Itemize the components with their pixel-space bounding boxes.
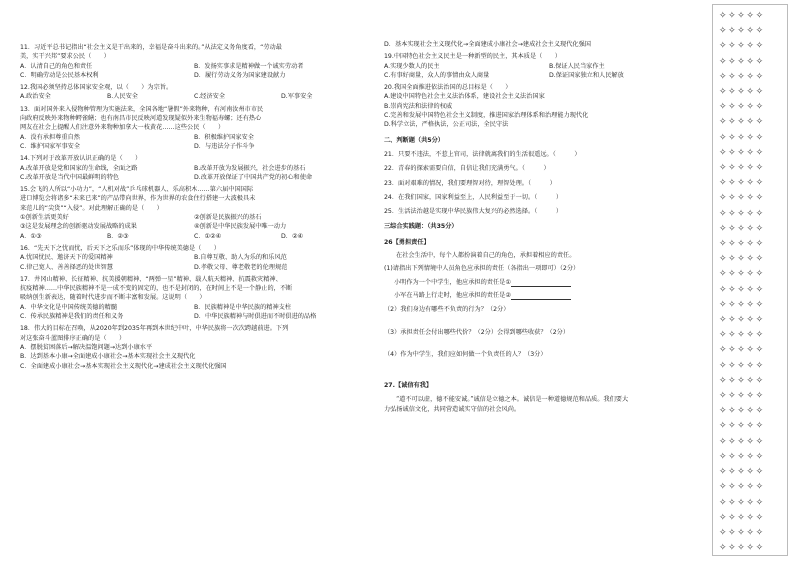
option: D．与违法分子作斗争 bbox=[194, 142, 255, 150]
question-stem: 进口博览会将诸多“未来已来”的产品带向世界，作为世界的农食住行搭建一大波极具未 bbox=[20, 195, 256, 203]
answer-blank[interactable] bbox=[511, 280, 571, 287]
question-12 bbox=[20, 83, 368, 102]
question-26 bbox=[384, 238, 714, 359]
question-stem: 18．伟大的目标在召唤，从2020年到2035年再到本世纪中叶，中华民族将一次次跨越前进。下列 bbox=[20, 325, 289, 333]
judgment-item: 23．面对艰难的情况，我们要理智对待，理智处理。（ ） bbox=[384, 179, 556, 187]
option: A.忧国忧民、邀济天下的爱国精神 bbox=[20, 254, 113, 262]
question-text: “道不可以虚，德不能安诚。”诚信是立德之本。诚信是一种道德规范和品质。我们要大 bbox=[396, 396, 629, 404]
option: D．履行劳动义务为国家建设献力 bbox=[194, 71, 286, 79]
fill-line-text: 小明作为一个中学生，他应承担的责任是① bbox=[394, 278, 511, 286]
question-stem: 网友在社会上提醒人们注意外来物种加拿大一枝黄花……这些公民（ ） bbox=[20, 124, 225, 132]
judgment-questions bbox=[384, 150, 714, 216]
star-row-icon: ✧✧✧✧✧ bbox=[719, 451, 765, 462]
question-stem: 19.中国特色社会主义民主是一种新型的民主，其本质是（ ） bbox=[384, 53, 561, 61]
right-column bbox=[384, 40, 714, 414]
star-row-icon: ✧✧✧✧✧ bbox=[719, 527, 765, 538]
question-13 bbox=[20, 105, 368, 151]
option: C．全面建成小康社会→基本实现社会主义现代化→建成社会主义现代化强国 bbox=[20, 362, 227, 370]
question-title: 27.【诚信有我】 bbox=[384, 382, 433, 390]
option: D．基本实现社会主义现代化→全面建成小康社会→建成社会主义现代化强国 bbox=[384, 41, 591, 48]
question-stem: 来范儿的“尖货”“入侵”。对此理解正确的是（ ） bbox=[20, 204, 163, 212]
star-row-icon: ✧✧✧✧✧ bbox=[719, 223, 765, 234]
question-stem: 对这张奋斗蓝图排序正确的是（ ） bbox=[20, 334, 126, 342]
option: D．②④ bbox=[281, 232, 304, 240]
option: A．中华文化是中国传统美德的精髓 bbox=[20, 303, 118, 311]
question-stem: 美，实干兴邦”要求公民（ ） bbox=[20, 53, 110, 61]
statement: ④创新是中华民族发展中唯一动力 bbox=[194, 223, 287, 231]
star-row-icon: ✧✧✧✧✧ bbox=[719, 482, 765, 493]
star-row-icon: ✧✧✧✧✧ bbox=[719, 102, 765, 113]
judgment-item: 25．生活法治越是实现中华民族伟大复兴的必然选择。（ ） bbox=[384, 208, 563, 216]
star-row-icon: ✧✧✧✧✧ bbox=[719, 406, 765, 417]
option: C.有事好商量，众人的事情由众人商量 bbox=[384, 71, 490, 79]
option: A.建设中国特色社会主义法治体系，建设社会主义法治国家 bbox=[384, 93, 545, 101]
star-row-icon: ✧✧✧✧✧ bbox=[719, 269, 765, 280]
question-16 bbox=[20, 244, 368, 272]
answer-blank[interactable] bbox=[511, 293, 571, 300]
option: B．②③ bbox=[107, 232, 129, 240]
star-row-icon: ✧✧✧✧✧ bbox=[719, 56, 765, 67]
question-stem: 16．“先天下之忧而忧，后天下之乐而乐”体现的中华传统美德是（ ） bbox=[20, 244, 220, 252]
option: A.政治安全 bbox=[20, 93, 51, 101]
star-row-icon: ✧✧✧✧✧ bbox=[719, 41, 765, 52]
option: D．中华民族精神与时俱进而不时俱进的品格 bbox=[194, 313, 317, 321]
option: C.改革开放是当代中国最鲜明的特色 bbox=[20, 173, 120, 181]
fill-line bbox=[384, 278, 714, 287]
option: D.保证国家独立和人民解放 bbox=[549, 71, 624, 79]
option: C．①②④ bbox=[194, 232, 222, 240]
option: B．民族精神是中华民族的精神支柱 bbox=[194, 303, 292, 311]
statement: ②创新是民族振兴的基石 bbox=[194, 214, 262, 222]
option: B．积极维护国家安全 bbox=[194, 133, 254, 141]
option: D.科学立法，严格执法，公正司法，全民守法 bbox=[384, 121, 509, 129]
question-27 bbox=[384, 381, 714, 414]
star-row-icon: ✧✧✧✧✧ bbox=[719, 117, 765, 128]
star-row-icon: ✧✧✧✧✧ bbox=[719, 132, 765, 143]
star-row-icon: ✧✧✧✧✧ bbox=[719, 147, 765, 158]
sub-question: (1)请指出下列情境中人员角色应承担的责任（各指出一项即可）（2分） bbox=[384, 265, 580, 273]
option: D.改革开放保证了中国共产党的初心和使命 bbox=[194, 173, 313, 181]
judgment-item: 21．只要不违法，不惹上官司，法律就离我们的生活很遥远。（ ） bbox=[384, 150, 581, 158]
star-row-icon: ✧✧✧✧✧ bbox=[719, 467, 765, 478]
star-row-icon: ✧✧✧✧✧ bbox=[719, 71, 765, 82]
star-row-icon: ✧✧✧✧✧ bbox=[719, 208, 765, 219]
option: C.律己宽人、善善择恶的处世智慧 bbox=[20, 263, 113, 271]
star-row-icon: ✧✧✧✧✧ bbox=[719, 391, 765, 402]
question-17 bbox=[20, 275, 368, 321]
option: B.自尊互敬、助人为乐的和乐风范 bbox=[194, 254, 287, 262]
question-intro: 在社会生活中，每个人都扮演着自己的角色，承担着相应的责任。 bbox=[396, 252, 576, 260]
star-row-icon: ✧✧✧✧✧ bbox=[719, 163, 765, 174]
option: D.孝敬父母、尊老敬老的伦理规范 bbox=[194, 263, 288, 271]
star-row-icon: ✧✧✧✧✧ bbox=[719, 254, 765, 265]
left-column bbox=[20, 40, 368, 371]
option: A．①③ bbox=[20, 232, 42, 240]
star-row-icon: ✧✧✧✧✧ bbox=[719, 345, 765, 356]
option: A．认清自己的角色和责任 bbox=[20, 62, 93, 70]
question-stem: 17．井冈山精神、长征精神、抗美援朝精神、“两弹一星”精神、载人航天精神、抗震救灾精神、 bbox=[20, 275, 282, 283]
question-stem: 11．习近平总书记指出“社会主义是干出来的，幸福是奋斗出来的。”从法定义务角度看，“劳动最 bbox=[20, 44, 282, 51]
star-row-icon: ✧✧✧✧✧ bbox=[719, 284, 765, 295]
sub-question: （2）我们身边有哪些不负责的行为？（2分） bbox=[384, 306, 510, 314]
star-row-icon: ✧✧✧✧✧ bbox=[719, 512, 765, 523]
question-stem: 吸纳创生新表达，随着时代进步而不断丰富和发展。这说明（ ） bbox=[20, 294, 206, 302]
question-stem: 13．面对国外来入侵物种管理为实施法来，全国各地“暑假”外来物种，有河南汝州市市民 bbox=[20, 105, 264, 113]
star-ornament-pattern bbox=[719, 9, 783, 556]
star-row-icon: ✧✧✧✧✧ bbox=[719, 299, 765, 310]
option: C．传承民族精神是我们的责任和义务 bbox=[20, 313, 124, 321]
fill-line-text: 小军在马路上行走时，他应承担的责任是② bbox=[394, 291, 511, 299]
option: C．明确劳动是公民基本权利 bbox=[20, 71, 99, 79]
question-18 bbox=[20, 324, 368, 370]
star-row-icon: ✧✧✧✧✧ bbox=[719, 87, 765, 98]
star-row-icon: ✧✧✧✧✧ bbox=[719, 315, 765, 326]
star-row-icon: ✧✧✧✧✧ bbox=[719, 11, 765, 21]
question-title: 26【勇担责任】 bbox=[384, 238, 430, 246]
star-row-icon: ✧✧✧✧✧ bbox=[719, 421, 765, 432]
option: C.经济安全 bbox=[194, 93, 226, 101]
statement: ①创新生活更美好 bbox=[20, 214, 69, 222]
question-11 bbox=[20, 43, 368, 80]
star-row-icon: ✧✧✧✧✧ bbox=[719, 193, 765, 204]
option: B.改革开放为发展振兴，社会进步的基石 bbox=[194, 164, 306, 172]
section-heading: 三综合实践题：（共35分） bbox=[384, 223, 458, 231]
question-19 bbox=[384, 52, 714, 80]
statement: ③这是发展理念的创新驱动发展战略的成果 bbox=[20, 223, 137, 231]
option: C．维护国家军事安全 bbox=[20, 142, 81, 150]
decorative-border-panel bbox=[712, 4, 788, 556]
question-stem: 抗疫精神……中华民族精神不是一成不变的固定的，也不是封闭的，在时间上不是一个静止的，不断 bbox=[20, 285, 293, 293]
question-stem: 20.我国全面推进依法治国的总目标是（ ） bbox=[384, 84, 512, 92]
star-row-icon: ✧✧✧✧✧ bbox=[719, 26, 765, 37]
question-20 bbox=[384, 83, 714, 129]
judgment-item: 24．在我们国家，国家利益至上，人民利益至于一切。（ ） bbox=[384, 193, 563, 201]
star-row-icon: ✧✧✧✧✧ bbox=[719, 375, 765, 386]
question-stem: 12.我国必须坚持总体国家安全观，以（ ）为宗旨。 bbox=[20, 84, 173, 92]
option: B.崇尚宪法和法律的权威 bbox=[384, 102, 453, 110]
option: D.军事安全 bbox=[281, 93, 313, 101]
option: B.保证人民当家作主 bbox=[549, 62, 605, 70]
section-heading: 二、判断题（共5分） bbox=[384, 136, 444, 144]
star-row-icon: ✧✧✧✧✧ bbox=[719, 330, 765, 341]
question-stem: 15.会飞的人所以“小功力”，“人机对战”乒乓球机器人、乐高积木……第六届中国国际 bbox=[20, 186, 254, 194]
option: B．发扬实事求是精神做一个诚实劳动者 bbox=[194, 62, 304, 70]
fill-line bbox=[384, 291, 714, 300]
question-15 bbox=[20, 185, 368, 241]
option: B.人民安全 bbox=[107, 93, 138, 101]
star-row-icon: ✧✧✧✧✧ bbox=[719, 178, 765, 189]
question-text: 力弘扬诚信文化，共同营造诚实守信的社会风尚。 bbox=[384, 405, 521, 413]
option: A.实现少数人的民主 bbox=[384, 62, 440, 70]
sub-question: （3）承担责任会付出哪些代价？（2分）会得到哪些收获？（2分） bbox=[384, 328, 570, 336]
star-row-icon: ✧✧✧✧✧ bbox=[719, 497, 765, 508]
sub-question: （4）作为中学生，我们应如何做一个负责任的人？（3分） bbox=[384, 350, 547, 358]
question-stem: 14.下列对于改革开放认识正确的是（ ） bbox=[20, 155, 142, 163]
option: A.改革开放是党和国家的生命线，全面之路 bbox=[20, 164, 138, 172]
option: B．达到基本小康→全面建成小康社会→基本实现社会主义现代化 bbox=[20, 353, 196, 361]
option: C.完善和发展中国特色社会主义制度，推进国家治理体系和治理能力现代化 bbox=[384, 112, 589, 120]
option: A．摆脱贫困落后→解决温饱问题→达到小康水平 bbox=[20, 343, 153, 351]
star-row-icon: ✧✧✧✧✧ bbox=[719, 543, 765, 554]
star-row-icon: ✧✧✧✧✧ bbox=[719, 360, 765, 371]
star-row-icon: ✧✧✧✧✧ bbox=[719, 436, 765, 447]
option: A．没有承担尊重自然 bbox=[20, 133, 80, 141]
question-14 bbox=[20, 154, 368, 182]
judgment-item: 22．青春的探索需要自信，自信让我们充满勇气。（ ） bbox=[384, 165, 550, 173]
star-row-icon: ✧✧✧✧✧ bbox=[719, 239, 765, 250]
question-stem: 向政府反映外来物种鳄雀鳝；也有南昌市民反映河道发现疑似外来生物福寿螺；还有热心 bbox=[20, 115, 262, 123]
